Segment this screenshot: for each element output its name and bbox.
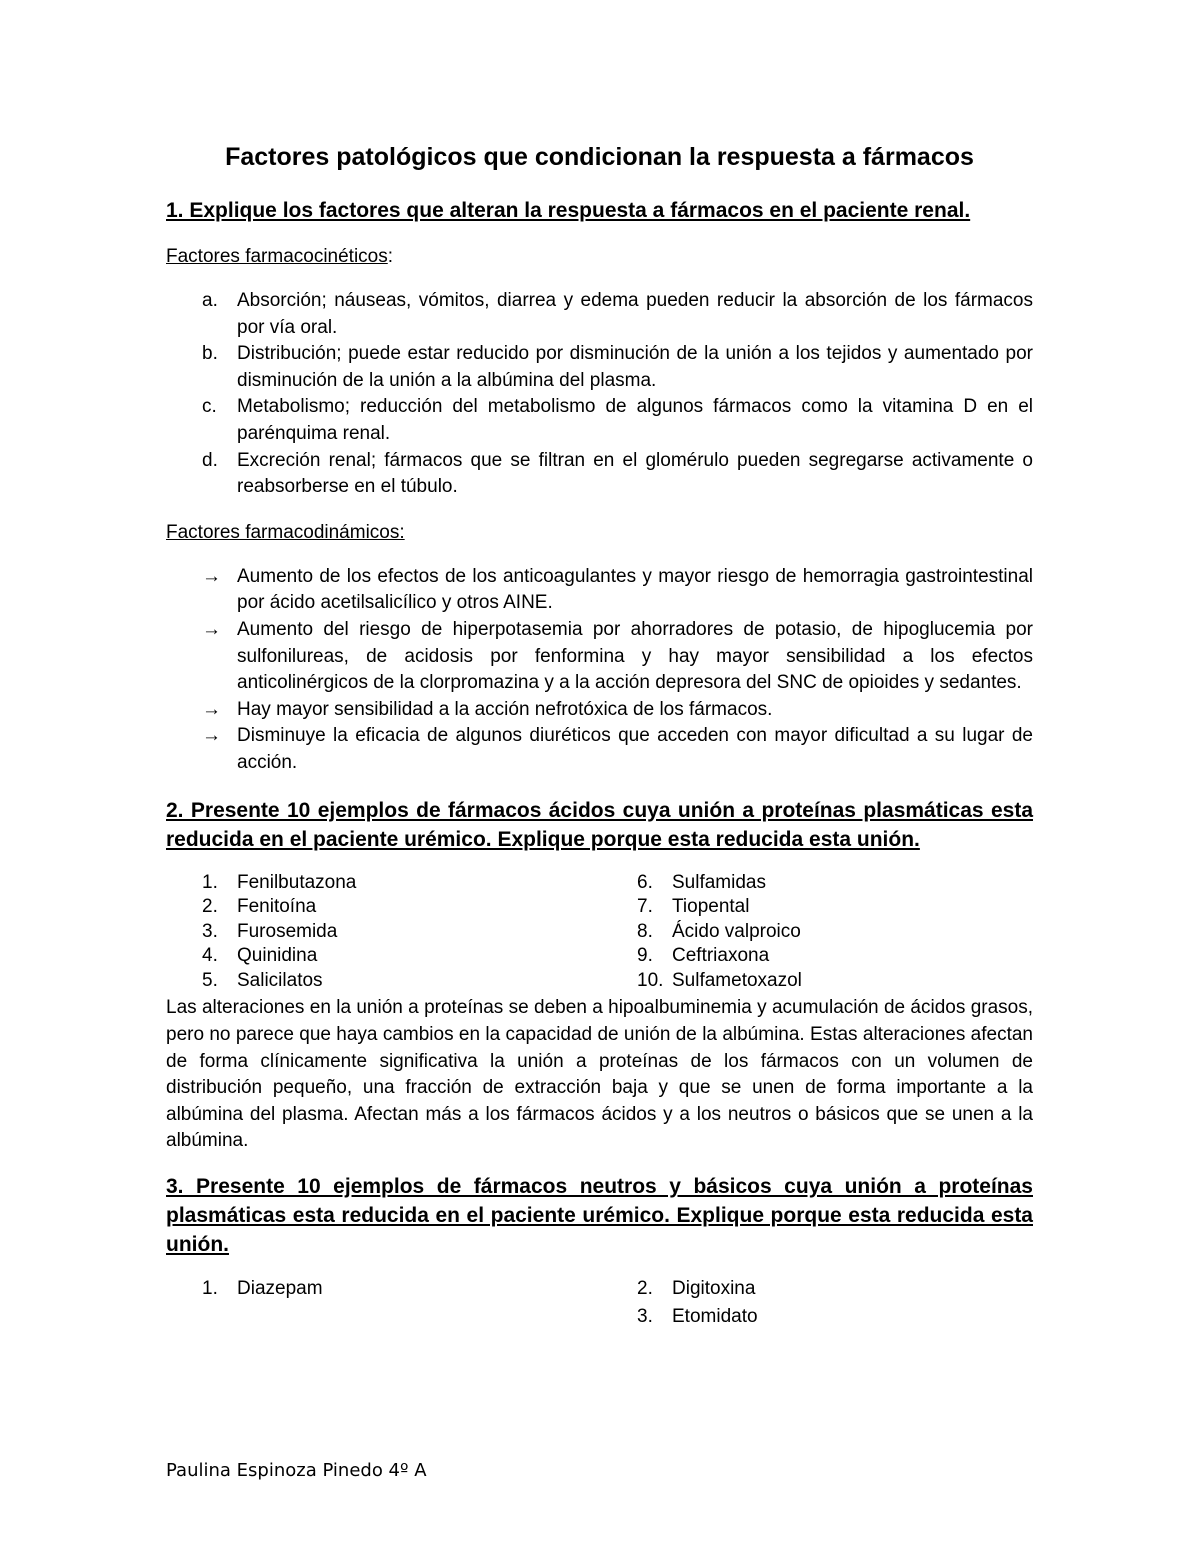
arrow-icon: → — [202, 698, 221, 720]
pk-label-text: Factores farmacocinéticos — [166, 246, 388, 267]
question-2-heading: 2. Presente 10 ejemplos de fármacos ácidos cuya unión a proteínas plasmáticas esta reducida en el paciente urémico. Explique porque esta reducida esta unión. — [166, 798, 1033, 851]
list-item-text: Quinidina — [237, 945, 318, 967]
page-footer: Paulina Espinoza Pinedo 4º A — [166, 1460, 427, 1481]
basic-drugs-column-left — [166, 1275, 633, 1331]
list-item-text: Ácido valproico — [672, 920, 801, 942]
list-item — [166, 288, 1033, 341]
list-item-text: Absorción; náuseas, vómitos, diarrea y edema pueden reducir la absorción de los fármacos por vía oral. — [237, 290, 1033, 338]
list-marker: 8. — [637, 920, 653, 942]
list-marker: b. — [202, 343, 218, 365]
list-item-text: Aumento de los efectos de los anticoagulantes y mayor riesgo de hemorragia gastrointestinal por ácido acetilsalicílico y otros AINE. — [237, 565, 1033, 614]
list-item-text: Fenilbutazona — [237, 871, 357, 893]
list-item — [166, 920, 633, 945]
document-page — [166, 140, 1033, 1331]
list-item-text: Distribución; puede estar reducido por disminución de la unión a los tejidos y aumentado por disminución de la unión a la albúmina del plasma. — [237, 343, 1033, 391]
pd-factors-list — [166, 564, 1033, 777]
arrow-icon: → — [202, 618, 221, 640]
pd-factors-label: Factores farmacodinámicos: — [166, 521, 405, 543]
list-item-text: Ceftriaxona — [672, 945, 770, 967]
list-marker: c. — [202, 396, 217, 418]
list-item — [633, 871, 1033, 896]
acid-drugs-column-left — [166, 871, 633, 994]
list-item — [166, 394, 1033, 447]
list-item-text: Diazepam — [237, 1278, 323, 1300]
list-item — [166, 969, 633, 994]
list-item-text: Tiopental — [672, 896, 750, 918]
list-item-text: Metabolismo; reducción del metabolismo de algunos fármacos como la vitamina D en el parénquima renal. — [237, 396, 1033, 444]
list-marker: 9. — [637, 945, 653, 967]
list-item-text: Furosemida — [237, 920, 338, 942]
list-marker: 1. — [202, 1278, 218, 1300]
list-marker: 2. — [637, 1278, 653, 1300]
list-item — [166, 871, 633, 896]
list-marker: 7. — [637, 896, 653, 918]
pk-factors-label — [166, 243, 1033, 270]
question-3-heading: 3. Presente 10 ejemplos de fármacos neutros y básicos cuya unión a proteínas plasmáticas esta reducida en el paciente urémico. Explique porque esta reducida esta unión. — [166, 1175, 1033, 1257]
list-item — [166, 1275, 633, 1303]
list-marker: d. — [202, 449, 218, 471]
pk-factors-list — [166, 288, 1033, 501]
list-item — [166, 723, 1033, 776]
list-marker: 6. — [637, 871, 653, 893]
list-item-text: Aumento del riesgo de hiperpotasemia por ahorradores de potasio, de hipoglucemia por sulfonilureas, de acidosis por fenformina y hay mayor sensibilidad a los efectos anticolinérgicos de la clorpromazina y a la acción depresora del SNC de opioides y sedantes. — [237, 618, 1033, 694]
list-item-text: Etomidato — [672, 1306, 758, 1328]
list-item — [633, 920, 1033, 945]
list-item-text: Sulfamidas — [672, 871, 766, 893]
list-item-text: Hay mayor sensibilidad a la acción nefrotóxica de los fármacos. — [237, 698, 773, 720]
question-1-heading: 1. Explique los factores que alteran la respuesta a fármacos en el paciente renal. — [166, 199, 971, 222]
list-item — [166, 448, 1033, 501]
list-item — [633, 1275, 1033, 1303]
arrow-icon: → — [202, 565, 221, 587]
arrow-icon: → — [202, 725, 221, 747]
list-marker: 3. — [637, 1306, 653, 1328]
list-marker: 1. — [202, 871, 218, 893]
list-item-text: Digitoxina — [672, 1278, 756, 1300]
acid-drugs-column-right — [633, 871, 1033, 994]
list-item — [166, 564, 1033, 617]
list-item — [633, 969, 1033, 994]
list-item-text: Sulfametoxazol — [672, 969, 802, 991]
list-marker: 5. — [202, 969, 218, 991]
list-item — [166, 944, 633, 969]
document-title: Factores patológicos que condicionan la respuesta a fármacos — [225, 143, 974, 171]
list-item — [633, 1303, 1033, 1331]
list-item — [166, 895, 633, 920]
list-item-text: Excreción renal; fármacos que se filtran en el glomérulo pueden segregarse activamente o reabsorberse en el túbulo. — [237, 449, 1033, 498]
list-item-text: Salicilatos — [237, 969, 323, 991]
list-item — [166, 697, 1033, 724]
list-marker: a. — [202, 290, 218, 311]
list-item-text: Fenitoína — [237, 896, 317, 918]
list-item-text: Disminuye la eficacia de algunos diuréticos que acceden con mayor dificultad a su lugar de acción. — [237, 725, 1033, 773]
list-marker: 3. — [202, 920, 218, 942]
list-item — [166, 617, 1033, 697]
list-item — [166, 341, 1033, 394]
list-item — [633, 895, 1033, 920]
list-marker: 2. — [202, 896, 218, 918]
list-marker: 4. — [202, 945, 218, 967]
acid-drugs-list — [166, 871, 1033, 994]
list-item — [633, 944, 1033, 969]
q2-explanation: Las alteraciones en la unión a proteínas se deben a hipoalbuminemia y acumulación de ácidos grasos, pero no parece que haya cambios en la capacidad de unión de la albúmina. Estas alteraciones afectan de forma clínicamente significativa la unión a proteínas de los fármacos con un volumen de distribución pequeño, una fracción de extracción baja y que se unen de forma importante a la albúmina del plasma. Afectan más a los fármacos ácidos y a los neutros o básicos que se unen a la albúmina. — [166, 997, 1033, 1152]
basic-drugs-list — [166, 1275, 1033, 1331]
list-marker: 10. — [637, 969, 664, 991]
pk-label-colon: : — [387, 246, 394, 267]
basic-drugs-column-right — [633, 1275, 1033, 1331]
